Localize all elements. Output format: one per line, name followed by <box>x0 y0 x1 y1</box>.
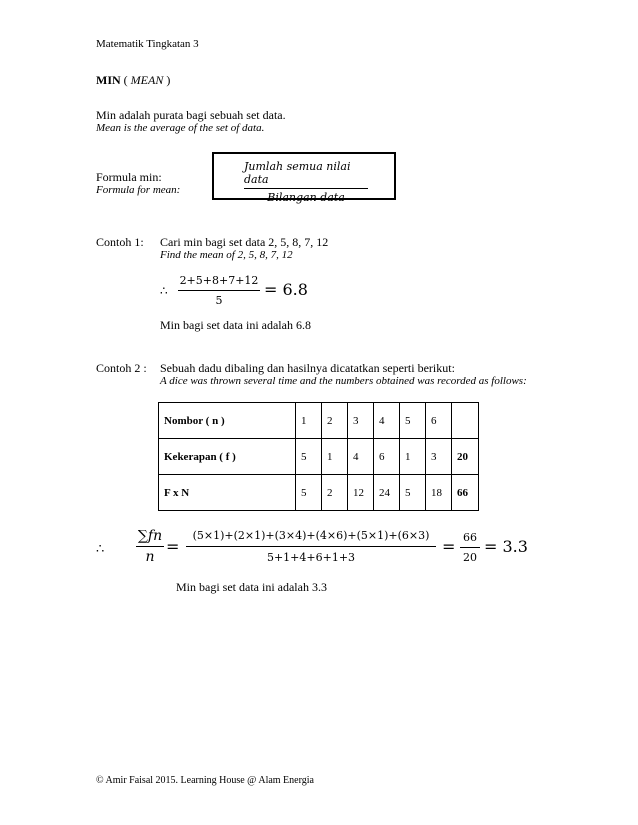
table-cell: 18 <box>426 475 452 511</box>
section-title <box>96 73 170 88</box>
long-denominator: 5+1+4+6+1+3 <box>266 551 356 564</box>
example2-question-ms: Sebuah dadu dibaling dan hasilnya dicatatkan seperti berikut: <box>160 361 455 375</box>
page-footer: © Amir Faisal 2015. Learning House @ Alam Energia <box>96 775 314 786</box>
section-title-open: ( <box>123 73 128 87</box>
value-fraction <box>460 531 480 564</box>
formula-label-ms: Formula min: <box>96 170 162 184</box>
table-cell: 24 <box>374 475 400 511</box>
table-cell: 1 <box>296 403 322 439</box>
example1-numerator: 2+5+8+7+12 <box>179 274 259 287</box>
equals-sign-2: = <box>442 537 456 556</box>
formula-denominator: Bilangan data <box>267 191 345 204</box>
example2-therefore: ∴ <box>96 541 105 556</box>
example2-question-en: A dice was thrown several time and the numbers obtained was recorded as follows: <box>160 375 527 387</box>
formula-numerator: Jumlah semua nilai data <box>244 160 351 186</box>
sum-fraction <box>136 528 164 565</box>
formula-box <box>212 152 396 204</box>
section-title-close: ) <box>166 73 171 87</box>
table-cell: 2 <box>322 475 348 511</box>
example1-question-en: Find the mean of 2, 5, 8, 7, 12 <box>160 249 293 261</box>
table-cell: 4 <box>374 403 400 439</box>
example1-conclusion: Min bagi set data ini adalah 6.8 <box>160 318 311 332</box>
sum-numerator: ∑fn <box>137 528 163 544</box>
table-cell: 6 <box>426 403 452 439</box>
table-row <box>159 475 479 511</box>
formula-fraction <box>244 160 368 204</box>
example2-result: = 3.3 <box>484 537 528 556</box>
definition-ms: Min adalah purata bagi sebuah set data. <box>96 108 286 122</box>
table-total-cell: 66 <box>452 475 479 511</box>
table-cell: 3 <box>348 403 374 439</box>
equals-sign-1: = <box>166 537 180 556</box>
example1-fraction <box>178 274 260 307</box>
table-cell: 4 <box>348 439 374 475</box>
table-cell: 6 <box>374 439 400 475</box>
example1-result: = 6.8 <box>264 280 308 299</box>
section-title-italic: MEAN <box>130 73 164 87</box>
example1-label: Contoh 1: <box>96 235 144 249</box>
example1-denominator: 5 <box>215 294 223 307</box>
table-row <box>159 403 479 439</box>
table-cell: 2 <box>322 403 348 439</box>
table-row <box>159 439 479 475</box>
table-row-label: F x N <box>159 475 296 511</box>
section-title-bold: MIN <box>96 73 121 87</box>
example2-conclusion: Min bagi set data ini adalah 3.3 <box>176 580 327 594</box>
long-fraction <box>186 529 436 564</box>
table-total-cell <box>452 403 479 439</box>
example2-label: Contoh 2 : <box>96 361 147 375</box>
example1-question-ms: Cari min bagi set data 2, 5, 8, 7, 12 <box>160 235 329 249</box>
value-denominator: 20 <box>463 551 477 564</box>
table-total-cell: 20 <box>452 439 479 475</box>
page-header: Matematik Tingkatan 3 <box>96 38 199 50</box>
table-cell: 12 <box>348 475 374 511</box>
value-numerator: 66 <box>463 531 477 544</box>
definition-en: Mean is the average of the set of data. <box>96 122 265 134</box>
table-row-label: Nombor ( n ) <box>159 403 296 439</box>
table-row-label: Kekerapan ( f ) <box>159 439 296 475</box>
table-cell: 1 <box>322 439 348 475</box>
example1-therefore: ∴ <box>160 284 168 298</box>
sum-denominator: n <box>145 549 155 565</box>
table-cell: 5 <box>400 403 426 439</box>
formula-label-en: Formula for mean: <box>96 184 181 196</box>
long-numerator: (5×1)+(2×1)+(3×4)+(4×6)+(5×1)+(6×3) <box>192 529 430 542</box>
frequency-table <box>158 402 479 511</box>
table-cell: 5 <box>296 439 322 475</box>
table-cell: 1 <box>400 439 426 475</box>
table-cell: 3 <box>426 439 452 475</box>
table-cell: 5 <box>400 475 426 511</box>
table-cell: 5 <box>296 475 322 511</box>
